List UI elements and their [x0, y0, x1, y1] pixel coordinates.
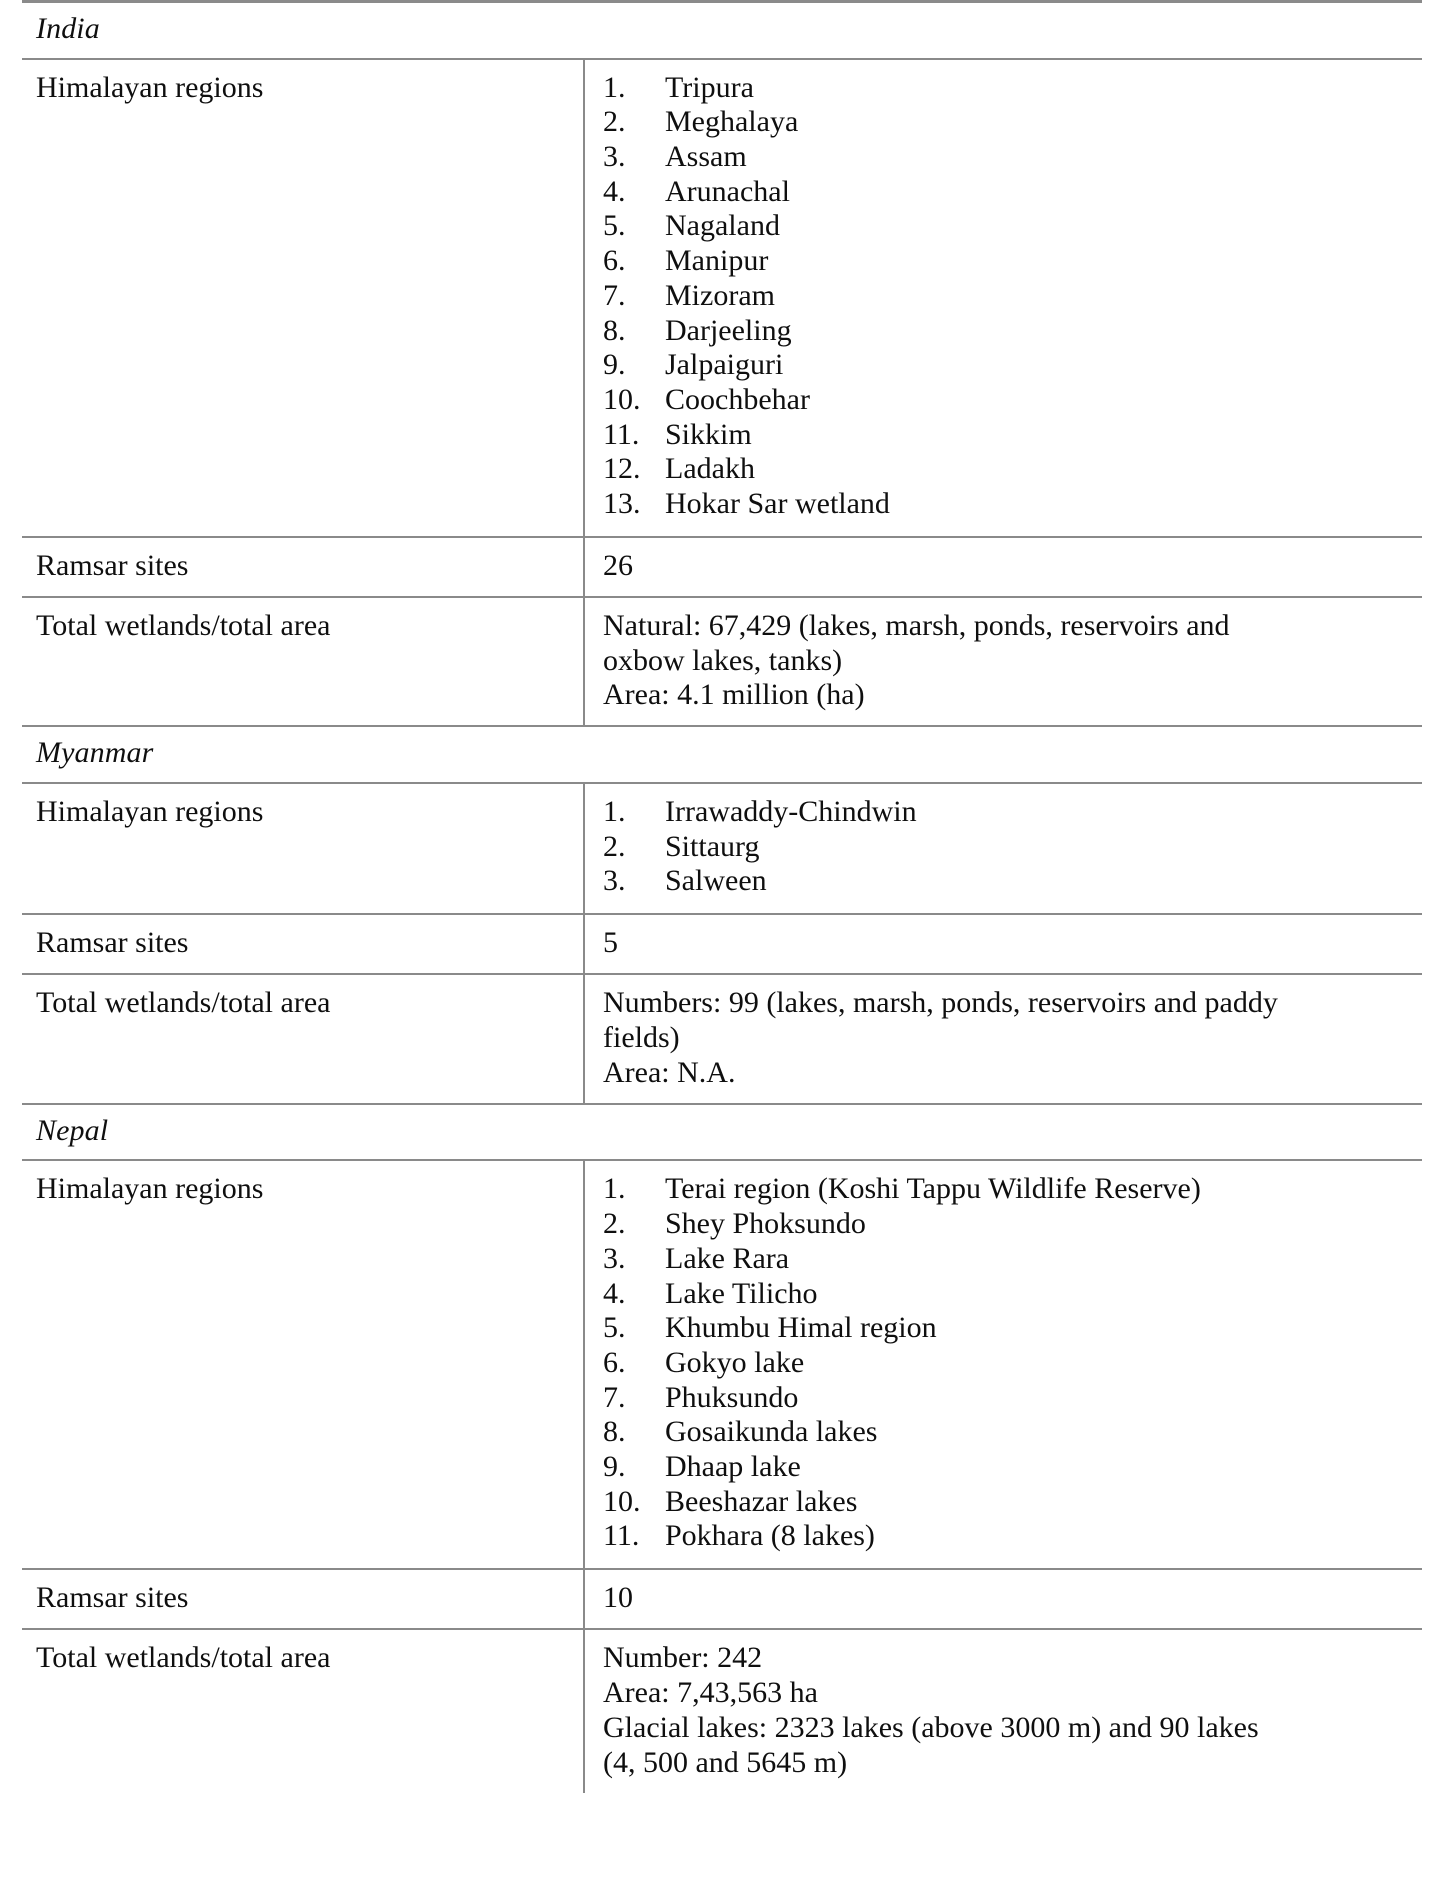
list-item: [603, 1172, 1414, 1207]
list-item: [603, 1311, 1414, 1346]
list-item-number: 10.: [603, 382, 641, 416]
country-section-header-row: [22, 1104, 1422, 1161]
list-item-number: 12.: [603, 452, 641, 486]
list-item-label: Ladakh: [665, 452, 755, 486]
list-item-number: 7.: [603, 1380, 626, 1414]
row-label-total-wetlands: Total wetlands/total area: [22, 1629, 584, 1793]
list-item-label: Shey Phoksundo: [665, 1207, 866, 1241]
list-item: [603, 1277, 1414, 1312]
list-item-number: 6.: [603, 1345, 626, 1379]
total-wetlands-text: [603, 1641, 1414, 1781]
list-item: [603, 1242, 1414, 1277]
himalayan-regions-list: [603, 1172, 1414, 1554]
list-item-label: Irrawaddy-Chindwin: [665, 795, 917, 829]
ramsar-sites-value-cell: [584, 537, 1422, 597]
list-item-label: Beeshazar lakes: [665, 1484, 858, 1518]
table-row: [22, 59, 1422, 537]
list-item-label: Tripura: [665, 70, 754, 104]
list-item-number: 11.: [603, 1519, 640, 1553]
list-item-number: 9.: [603, 1450, 626, 1484]
list-item-number: 5.: [603, 1311, 626, 1345]
list-item-label: Lake Tilicho: [665, 1276, 818, 1310]
list-item: [603, 452, 1414, 487]
list-item: [603, 864, 1414, 899]
list-item-number: 2.: [603, 1207, 626, 1241]
list-item-number: 3.: [603, 140, 626, 174]
list-item: [603, 244, 1414, 279]
row-label-total-wetlands: Total wetlands/total area: [22, 974, 584, 1104]
text-line: oxbow lakes, tanks): [603, 643, 843, 677]
list-item: [603, 1346, 1414, 1381]
list-item: [603, 487, 1414, 522]
table-row: [22, 1569, 1422, 1629]
list-item-label: Assam: [665, 140, 747, 174]
list-item-label: Gosaikunda lakes: [665, 1415, 878, 1449]
row-label-ramsar-sites: Ramsar sites: [22, 914, 584, 974]
list-item: [603, 1207, 1414, 1242]
ramsar-sites-count: 5: [603, 926, 618, 960]
list-item: [603, 1485, 1414, 1520]
list-item: [603, 830, 1414, 865]
list-item-label: Manipur: [665, 244, 769, 278]
text-line: Area: 7,43,563 ha: [603, 1675, 818, 1709]
list-item: [603, 314, 1414, 349]
row-label-ramsar-sites: Ramsar sites: [22, 1569, 584, 1629]
list-item-number: 1.: [603, 1172, 626, 1206]
list-item: [603, 71, 1414, 106]
himalayan-regions-list: [603, 71, 1414, 522]
list-item: [603, 1381, 1414, 1416]
row-label-himalayan-regions: Himalayan regions: [22, 783, 584, 914]
table-row: [22, 974, 1422, 1104]
list-item-label: Sittaurg: [665, 829, 760, 863]
country-section-header-row: [22, 726, 1422, 783]
list-item: [603, 795, 1414, 830]
total-wetlands-value-cell: [584, 597, 1422, 727]
country-name: Myanmar: [22, 726, 1422, 783]
list-item-label: Jalpaiguri: [665, 348, 784, 382]
row-label-total-wetlands: Total wetlands/total area: [22, 597, 584, 727]
country-name: India: [22, 2, 1422, 59]
list-item-label: Khumbu Himal region: [665, 1311, 937, 1345]
row-label-himalayan-regions: Himalayan regions: [22, 1160, 584, 1569]
list-item-number: 2.: [603, 829, 626, 863]
list-item-number: 3.: [603, 1241, 626, 1275]
list-item-label: Terai region (Koshi Tappu Wildlife Reserve): [665, 1172, 1201, 1206]
list-item-label: Coochbehar: [665, 382, 810, 416]
table-row: [22, 1629, 1422, 1793]
total-wetlands-text: [603, 609, 1414, 714]
list-item: [603, 1415, 1414, 1450]
list-item: [603, 105, 1414, 140]
wetlands-summary-table: [22, 0, 1422, 1793]
ramsar-sites-value-cell: [584, 1569, 1422, 1629]
total-wetlands-text: [603, 986, 1414, 1091]
text-line: Numbers: 99 (lakes, marsh, ponds, reservoirs and paddy: [603, 985, 1278, 1019]
list-item-label: Arunachal: [665, 174, 790, 208]
list-item: [603, 279, 1414, 314]
text-line: Natural: 67,429 (lakes, marsh, ponds, reservoirs and: [603, 608, 1230, 642]
text-line: (4, 500 and 5645 m): [603, 1745, 848, 1779]
list-item-label: Darjeeling: [665, 313, 792, 347]
list-item-number: 4.: [603, 1276, 626, 1310]
list-item-number: 7.: [603, 278, 626, 312]
list-item-label: Salween: [665, 864, 767, 898]
list-item-label: Dhaap lake: [665, 1450, 801, 1484]
table-row: [22, 914, 1422, 974]
table-row: [22, 537, 1422, 597]
list-item-number: 11.: [603, 417, 640, 451]
total-wetlands-value-cell: [584, 1629, 1422, 1793]
list-item: [603, 209, 1414, 244]
list-item-label: Mizoram: [665, 278, 775, 312]
list-item-label: Sikkim: [665, 417, 752, 451]
text-line: fields): [603, 1020, 680, 1054]
list-item-label: Meghalaya: [665, 105, 799, 139]
list-item-label: Phuksundo: [665, 1380, 799, 1414]
list-item: [603, 418, 1414, 453]
list-item-number: 8.: [603, 1415, 626, 1449]
text-line: Number: 242: [603, 1640, 763, 1674]
list-item-number: 3.: [603, 864, 626, 898]
list-item: [603, 1450, 1414, 1485]
list-item-number: 8.: [603, 313, 626, 347]
list-item: [603, 348, 1414, 383]
table-row: [22, 1160, 1422, 1569]
list-item-number: 9.: [603, 348, 626, 382]
text-line: Area: 4.1 million (ha): [603, 678, 865, 712]
list-item-number: 1.: [603, 795, 626, 829]
country-name: Nepal: [22, 1104, 1422, 1161]
himalayan-regions-list-cell: [584, 59, 1422, 537]
himalayan-regions-list-cell: [584, 1160, 1422, 1569]
list-item-label: Nagaland: [665, 209, 780, 243]
row-label-himalayan-regions: Himalayan regions: [22, 59, 584, 537]
text-line: Area: N.A.: [603, 1055, 736, 1089]
total-wetlands-value-cell: [584, 974, 1422, 1104]
list-item-label: Gokyo lake: [665, 1345, 805, 1379]
list-item-number: 5.: [603, 209, 626, 243]
list-item-label: Hokar Sar wetland: [665, 487, 890, 521]
table-row: [22, 783, 1422, 914]
himalayan-regions-list: [603, 795, 1414, 899]
list-item-number: 4.: [603, 174, 626, 208]
ramsar-sites-count: 26: [603, 548, 633, 582]
table-row: [22, 597, 1422, 727]
text-line: Glacial lakes: 2323 lakes (above 3000 m) and 90 lakes: [603, 1710, 1259, 1744]
list-item: [603, 383, 1414, 418]
list-item-label: Lake Rara: [665, 1241, 790, 1275]
list-item-number: 2.: [603, 105, 626, 139]
list-item-number: 10.: [603, 1484, 641, 1518]
row-label-ramsar-sites: Ramsar sites: [22, 537, 584, 597]
list-item: [603, 1519, 1414, 1554]
ramsar-sites-value-cell: [584, 914, 1422, 974]
list-item: [603, 175, 1414, 210]
himalayan-regions-list-cell: [584, 783, 1422, 914]
list-item-number: 13.: [603, 487, 641, 521]
list-item-label: Pokhara (8 lakes): [665, 1519, 875, 1553]
ramsar-sites-count: 10: [603, 1581, 633, 1615]
country-section-header-row: [22, 2, 1422, 59]
list-item-number: 6.: [603, 244, 626, 278]
table-body: [22, 2, 1422, 1793]
list-item: [603, 140, 1414, 175]
list-item-number: 1.: [603, 70, 626, 104]
